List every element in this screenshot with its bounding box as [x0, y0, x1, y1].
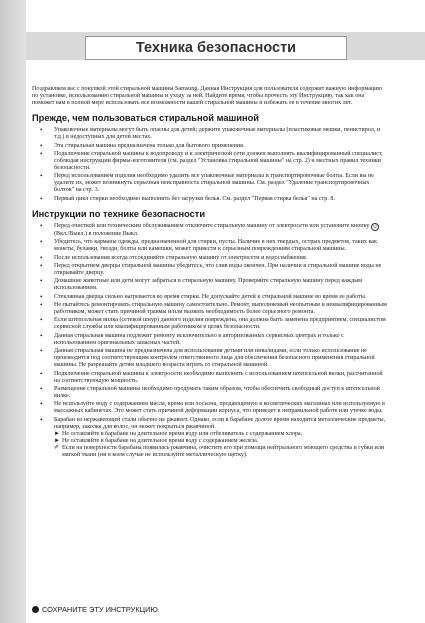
arrow-icon: ►: [54, 437, 61, 444]
note-icon: ✐: [54, 444, 60, 451]
list-item: • Размещение стиральной машины необходимо продумать таким образом, чтобы обеспечить свободный доступ к штепсельной вилке.: [32, 386, 387, 400]
sub-item: [54, 438, 387, 445]
list-item: • Эта стиральная машина предназначена только для бытового применения.: [32, 143, 387, 150]
sub-item-text: Если на поверхности барабана появилась ржавчина, очистите его при помощи нейтрального моющего средства и губки или мягкой ткани (ни в коем случае не используйте металлическую щетку).: [62, 444, 385, 459]
list-item: • Данная стиральная машина подлежит ремонту исключительно в авторизованных сервисных центрах и только с использованием оригинальных запасных частей.: [32, 333, 387, 347]
bullet-dot-icon: [32, 606, 39, 613]
before-use-list: [32, 127, 387, 203]
sub-item: [54, 431, 387, 438]
list-item: • Стеклянная дверца сильно нагревается во время стирки. Не допускайте детей к стиральной машине во время ее работы.: [32, 294, 387, 301]
list-item: • Данная стиральная машина не предназначена для использования детьми или инвалидами, если только использование не производится под соответствующим контролем ответственного лица для обеспечения безопасного применения стиральной машины. Не разрешайте детям младшего возраста играть со стиральной машиной.: [32, 348, 387, 369]
power-icon: ⏻: [371, 223, 379, 231]
list-item: • Если штепсельная вилка (сетевой шнур) данного изделия повреждена, она должна быть заменена предприятием, специалистом сервисной службы или квалифицированным работником в целях безопасности.: [32, 317, 387, 331]
footer: [32, 605, 158, 614]
list-item: • Убедитесь, что карманы одежды, предназначенной для стирки, пусты. Наличие в них твердых, острых предметов, таких как монеты, булавки, гвозди, болты или камешки, может привести к серьезным повреждениям стиральной машины.: [32, 239, 387, 253]
arrow-icon: ►: [54, 430, 61, 437]
list-item: • Подключение стиральной машины к водопроводу и к электрической сети должен выполнять квалифицированный специалист, соблюдая инструкции фирмы-изготовителя (см. раздел "Установка стиральной машины" на стр. 2) и местных правил техники безопасности.: [32, 151, 387, 172]
section-heading-safety: Инструкции по технике безопасности: [32, 208, 206, 219]
document-body: [32, 86, 387, 465]
list-item: • Не используйте воду с содержанием масла, крема или лосьона, продающемую в косметических магазинах или используемую в массажных кабинетах. Это может стать причиной деформации корпуса, что приведет к неправильной работе или утечке воды.: [32, 401, 387, 415]
intro-paragraph: Поздравляем вас с покупкой этой стиральной машины Samsung. Данная Инструкция для пользователя содержит важную информацию по установке, использованию стиральной машины и уходу за ней. Найдите время, чтобы прочесть эту Инструкцию, так как она поможет вам в полной мере использовать все возможности вашей стиральной машины и избежать ее в течение многих лет.: [32, 86, 382, 107]
list-item: • Не пытайтесь ремонтировать стиральную машину самостоятельно. Ремонт, выполняемый неопытным и неквалифицированным работником, может стать причиной травмы и/или вызвать необходимость более серьезного ремонта.: [32, 302, 387, 316]
list-item: [32, 223, 387, 238]
sub-item: [54, 445, 387, 459]
list-item-text: Перед очисткой или техническим обслуживанием отключите стиральную машину от электросети или установите кнопку: [54, 222, 370, 229]
list-item: • Домашние животные или дети могут забраться в стиральную машину. Проверяйте стиральную машину перед каждым использованием.: [32, 278, 387, 292]
footer-text: СОХРАНИТЕ ЭТУ ИНСТРУКЦИЮ: [42, 605, 158, 614]
list-item-text: (Вкл./Выкл.) в положение Выкл.: [54, 230, 139, 237]
list-item-text: Барабан из нержавеющей стали обычно не ржавеет. Однако, если в барабане долгое время находятся металлические предметы, например, заколка для волос, он может покрыться ржавчиной.: [54, 416, 386, 430]
list-item: • Первый цикл стирки необходимо выполнить без загрузки белья. См. раздел "Первая стирка белья" на стр. 8.: [32, 196, 387, 203]
sub-item-text: Не оставляйте в барабане на длительное время воду или отбеливатель с содержанием хлора.: [62, 430, 303, 437]
section-heading-before-use: Прежде, чем пользоваться стиральной машиной: [32, 113, 260, 124]
list-item: [32, 417, 387, 459]
safety-list: [32, 223, 387, 459]
list-item: • Перед использованием изделия необходимо удалить все упаковочные материалы и транспортировочные болты. Если вы не удалите их, может возникнуть серьезная неисправность стиральной машины. См. раздел "Удаление транспортировочных болтов" на стр. 3.: [32, 173, 387, 194]
left-sidebar-band: [0, 0, 26, 623]
page-title: Техника безопасности: [85, 36, 347, 60]
sub-item-text: Не оставляйте в барабане на длительное время воду с содержанием железа.: [62, 437, 259, 444]
list-item: • Подключение стиральной машины к электросети необходимо выполнять с использованием штепсельной вилки, рассчитанной на соответствующую мощность.: [32, 371, 387, 385]
list-item: • Перед открытием дверцы стиральной машины убедитесь, что слив воды окончен. При наличии в стиральной машине воды не открывайте дверцу.: [32, 263, 387, 277]
list-item: • После использования всегда отсоединяйте стиральную машину от электросети и водоснабжения.: [32, 255, 387, 262]
list-item: • Упаковочные материалы могут быть опасны для детей; держите упаковочные материалы (пластиковые мешки, пенистирол, и т.д.) в недоступных для детей местах.: [32, 127, 387, 141]
